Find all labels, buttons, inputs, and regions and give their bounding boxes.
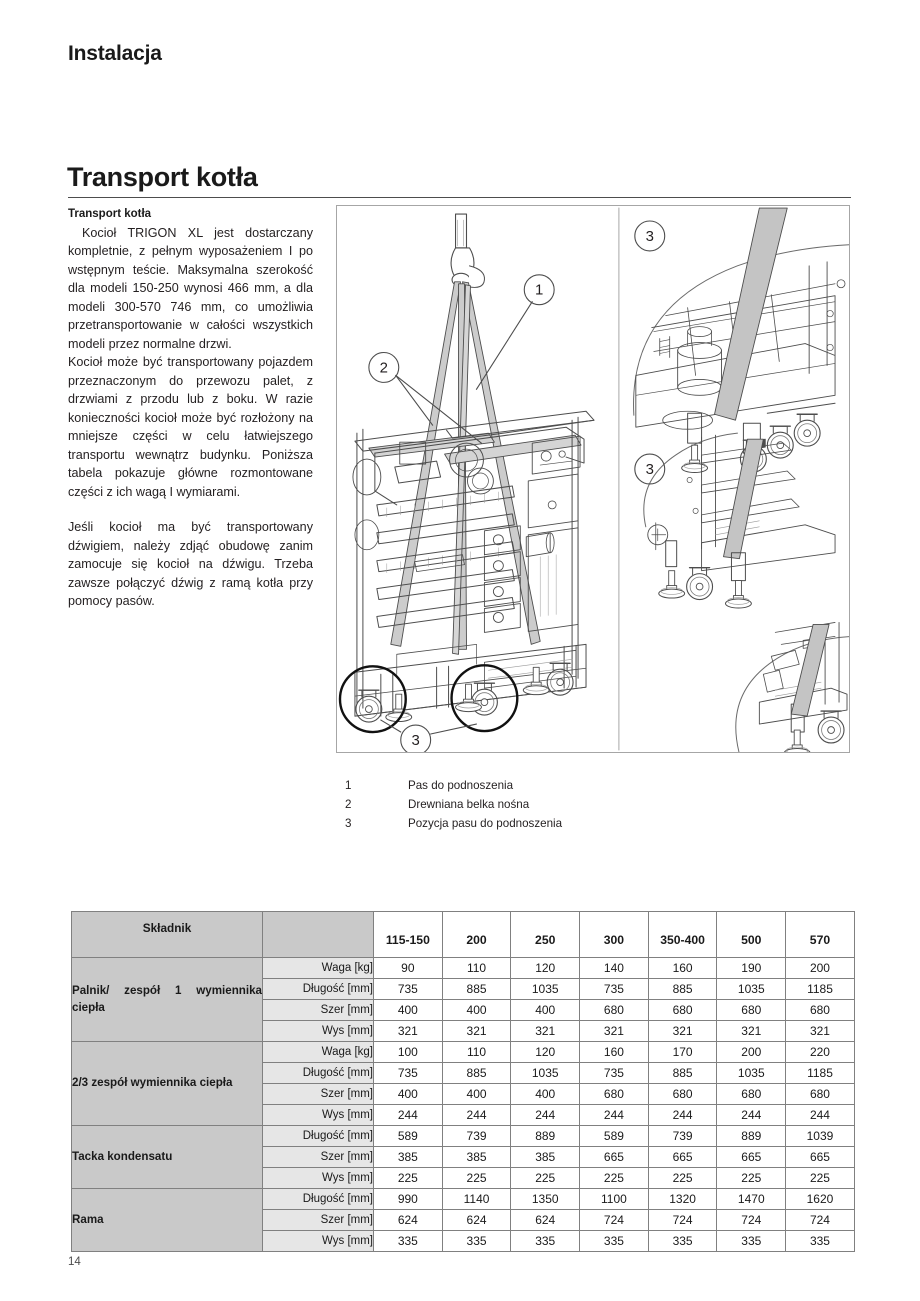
dimension-value-cell: 589 xyxy=(580,1126,649,1147)
dimension-value-cell: 1039 xyxy=(786,1126,855,1147)
detail-view-middle xyxy=(635,433,835,608)
dimension-value-cell: 244 xyxy=(511,1105,580,1126)
dimension-value-cell: 680 xyxy=(580,1084,649,1105)
lead-heading: Transport kotła xyxy=(68,208,152,220)
dimension-value-cell: 889 xyxy=(717,1126,786,1147)
dimension-label-cell: Długość [mm] xyxy=(263,1126,374,1147)
dimension-value-cell: 665 xyxy=(786,1147,855,1168)
component-dimensions-table xyxy=(71,911,855,1252)
dimension-label-cell: Szer [mm] xyxy=(263,1084,374,1105)
dimension-value-cell: 400 xyxy=(442,1084,511,1105)
legend-number: 1 xyxy=(345,779,352,792)
main-boiler-view xyxy=(340,214,594,732)
component-name-cell: Rama xyxy=(72,1189,263,1252)
dimension-value-cell: 400 xyxy=(374,1084,443,1105)
dimension-value-cell: 244 xyxy=(374,1105,443,1126)
dimension-value-cell: 335 xyxy=(442,1231,511,1252)
dimension-value-cell: 225 xyxy=(717,1168,786,1189)
dimension-value-cell: 624 xyxy=(442,1210,511,1231)
dimension-value-cell: 1185 xyxy=(786,1063,855,1084)
dimension-value-cell: 244 xyxy=(786,1105,855,1126)
dimension-value-cell: 885 xyxy=(442,1063,511,1084)
table-row xyxy=(72,1189,855,1210)
component-name-cell: Palnik/ zespół 1 wymiennika ciepła xyxy=(72,958,263,1042)
table-row xyxy=(72,1126,855,1147)
callout-3-detail-b: 3 xyxy=(645,461,654,479)
table-header-model: 115-150 xyxy=(374,912,443,958)
dimension-label-cell: Wys [mm] xyxy=(263,1168,374,1189)
dimension-value-cell: 724 xyxy=(717,1210,786,1231)
dimension-value-cell: 200 xyxy=(786,958,855,979)
legend-label: Pozycja pasu do podnoszenia xyxy=(408,816,563,830)
dimension-value-cell: 385 xyxy=(442,1147,511,1168)
dimension-value-cell: 589 xyxy=(374,1126,443,1147)
dimension-value-cell: 100 xyxy=(374,1042,443,1063)
detail-view-bottom xyxy=(736,622,849,752)
dimension-value-cell: 665 xyxy=(648,1147,717,1168)
dimension-value-cell: 244 xyxy=(648,1105,717,1126)
table-row xyxy=(72,958,855,979)
dimension-value-cell: 1140 xyxy=(442,1189,511,1210)
dimension-value-cell: 885 xyxy=(648,979,717,1000)
table-header-model: 570 xyxy=(786,912,855,958)
dimension-value-cell: 1035 xyxy=(717,1063,786,1084)
dimension-value-cell: 990 xyxy=(374,1189,443,1210)
dimension-value-cell: 680 xyxy=(648,1000,717,1021)
table-header-row xyxy=(72,912,855,958)
paragraph-2: Kocioł może być transportowany pojazdem przeznaczonym do przewozu palet, z drzwiami z przodu lub z boku. W razie konieczności kocioł może być rozłożony na mniejsze części w celu łatwiejszego transportu wewnątrz budynku. Poniższa tabela pokazuje główne rozmontowane części z ich wagą I wymiarami. xyxy=(68,355,313,499)
dimension-label-cell: Długość [mm] xyxy=(263,979,374,1000)
dimension-value-cell: 110 xyxy=(442,1042,511,1063)
dimension-value-cell: 680 xyxy=(717,1084,786,1105)
dimension-value-cell: 321 xyxy=(442,1021,511,1042)
dimension-value-cell: 885 xyxy=(442,979,511,1000)
title-divider xyxy=(68,197,851,198)
dimension-value-cell: 321 xyxy=(648,1021,717,1042)
dimension-value-cell: 385 xyxy=(511,1147,580,1168)
dimension-value-cell: 335 xyxy=(374,1231,443,1252)
dimension-value-cell: 321 xyxy=(511,1021,580,1042)
dimension-value-cell: 885 xyxy=(648,1063,717,1084)
table-header-model: 300 xyxy=(580,912,649,958)
table-header-model: 250 xyxy=(511,912,580,958)
legend-item xyxy=(345,797,645,812)
callout-2: 2 xyxy=(379,359,388,377)
dimension-value-cell: 624 xyxy=(374,1210,443,1231)
paragraph-1: Kocioł TRIGON XL jest dostarczany kompletnie, z pełnym wyposażeniem I po wstępnym teście. Maksymalna szerokość dla modeli 150-250 wynosi 466 mm, a dla modeli 300-570 746 mm, co umożliwia przetransportowanie w całości wszystkich modeli przez normalne drzwi. xyxy=(68,225,313,351)
dimension-value-cell: 739 xyxy=(648,1126,717,1147)
dimension-value-cell: 220 xyxy=(786,1042,855,1063)
dimension-value-cell: 680 xyxy=(580,1000,649,1021)
dimension-value-cell: 1350 xyxy=(511,1189,580,1210)
dimension-value-cell: 735 xyxy=(580,979,649,1000)
dimension-value-cell: 110 xyxy=(442,958,511,979)
dimension-value-cell: 724 xyxy=(786,1210,855,1231)
dimension-value-cell: 889 xyxy=(511,1126,580,1147)
dimension-value-cell: 1320 xyxy=(648,1189,717,1210)
callout-3-main: 3 xyxy=(411,731,420,749)
dimension-value-cell: 665 xyxy=(580,1147,649,1168)
transport-illustration xyxy=(336,205,850,753)
table-header-dimension xyxy=(263,912,374,958)
legend-label: Pas do podnoszenia xyxy=(408,779,514,792)
dimension-value-cell: 335 xyxy=(786,1231,855,1252)
table-header-model: 500 xyxy=(717,912,786,958)
dimension-value-cell: 724 xyxy=(648,1210,717,1231)
dimension-value-cell: 739 xyxy=(442,1126,511,1147)
dimension-label-cell: Waga [kg] xyxy=(263,1042,374,1063)
dimension-value-cell: 244 xyxy=(442,1105,511,1126)
legend-item xyxy=(345,816,645,831)
dimension-value-cell: 724 xyxy=(580,1210,649,1231)
dimension-value-cell: 321 xyxy=(786,1021,855,1042)
legend-number: 2 xyxy=(345,797,352,811)
dimension-value-cell: 680 xyxy=(717,1000,786,1021)
dimension-value-cell: 400 xyxy=(511,1000,580,1021)
dimension-value-cell: 244 xyxy=(580,1105,649,1126)
dimension-value-cell: 90 xyxy=(374,958,443,979)
callout-3-detail-a: 3 xyxy=(645,227,654,245)
dimension-value-cell: 400 xyxy=(374,1000,443,1021)
dimension-value-cell: 1185 xyxy=(786,979,855,1000)
dimension-value-cell: 225 xyxy=(442,1168,511,1189)
legend-item xyxy=(345,778,645,793)
table-row xyxy=(72,1042,855,1063)
dimension-value-cell: 680 xyxy=(648,1084,717,1105)
paragraph-3: Jeśli kocioł ma być transportowany dźwigiem, należy zdjąć obudowę zanim zamocuje się kocioł na dźwigu. Trzeba zawsze połączyć dźwig z ramą kotła przy pomocy pasów. xyxy=(68,520,313,609)
body-text-column xyxy=(68,206,313,611)
dimension-value-cell: 170 xyxy=(648,1042,717,1063)
dimension-value-cell: 624 xyxy=(511,1210,580,1231)
dimension-value-cell: 665 xyxy=(717,1147,786,1168)
dimension-value-cell: 120 xyxy=(511,958,580,979)
dimension-value-cell: 1035 xyxy=(511,979,580,1000)
figure-legend xyxy=(345,778,645,834)
dimension-value-cell: 321 xyxy=(580,1021,649,1042)
component-name-cell: 2/3 zespół wymiennika ciepła xyxy=(72,1042,263,1126)
page-number: 14 xyxy=(68,1256,81,1268)
dimension-value-cell: 225 xyxy=(786,1168,855,1189)
dimension-label-cell: Wys [mm] xyxy=(263,1231,374,1252)
dimension-value-cell: 225 xyxy=(580,1168,649,1189)
dimension-value-cell: 140 xyxy=(580,958,649,979)
dimension-value-cell: 335 xyxy=(717,1231,786,1252)
dimension-value-cell: 160 xyxy=(648,958,717,979)
dimension-value-cell: 1470 xyxy=(717,1189,786,1210)
legend-label: Drewniana belka nośna xyxy=(408,797,530,811)
dimension-value-cell: 1035 xyxy=(511,1063,580,1084)
dimension-value-cell: 225 xyxy=(511,1168,580,1189)
component-name-cell: Tacka kondensatu xyxy=(72,1126,263,1189)
dimension-label-cell: Wys [mm] xyxy=(263,1021,374,1042)
dimension-value-cell: 400 xyxy=(442,1000,511,1021)
dimension-label-cell: Długość [mm] xyxy=(263,1063,374,1084)
dimension-value-cell: 244 xyxy=(717,1105,786,1126)
dimension-value-cell: 200 xyxy=(717,1042,786,1063)
dimension-label-cell: Waga [kg] xyxy=(263,958,374,979)
dimension-label-cell: Szer [mm] xyxy=(263,1210,374,1231)
callout-1: 1 xyxy=(535,281,544,299)
dimension-label-cell: Szer [mm] xyxy=(263,1147,374,1168)
dimension-value-cell: 385 xyxy=(374,1147,443,1168)
dimension-value-cell: 225 xyxy=(374,1168,443,1189)
dimension-value-cell: 1620 xyxy=(786,1189,855,1210)
dimension-value-cell: 680 xyxy=(786,1084,855,1105)
legend-number: 3 xyxy=(345,816,352,830)
chapter-title: Instalacja xyxy=(68,42,162,65)
dimension-value-cell: 190 xyxy=(717,958,786,979)
table-header-model: 200 xyxy=(442,912,511,958)
table-header-component: Składnik xyxy=(72,912,263,958)
dimension-value-cell: 735 xyxy=(374,1063,443,1084)
dimension-value-cell: 680 xyxy=(786,1000,855,1021)
dimension-value-cell: 335 xyxy=(648,1231,717,1252)
table-header-model: 350-400 xyxy=(648,912,717,958)
dimension-value-cell: 225 xyxy=(648,1168,717,1189)
dimension-value-cell: 321 xyxy=(717,1021,786,1042)
dimension-value-cell: 335 xyxy=(511,1231,580,1252)
dimension-value-cell: 735 xyxy=(374,979,443,1000)
page-title: Transport kotła xyxy=(67,162,258,192)
dimension-label-cell: Długość [mm] xyxy=(263,1189,374,1210)
dimension-value-cell: 735 xyxy=(580,1063,649,1084)
dimension-label-cell: Szer [mm] xyxy=(263,1000,374,1021)
dimension-value-cell: 120 xyxy=(511,1042,580,1063)
detail-view-top xyxy=(634,208,849,472)
dimension-label-cell: Wys [mm] xyxy=(263,1105,374,1126)
dimension-value-cell: 160 xyxy=(580,1042,649,1063)
dimension-value-cell: 1100 xyxy=(580,1189,649,1210)
dimension-value-cell: 335 xyxy=(580,1231,649,1252)
dimension-value-cell: 1035 xyxy=(717,979,786,1000)
dimension-value-cell: 321 xyxy=(374,1021,443,1042)
dimension-value-cell: 400 xyxy=(511,1084,580,1105)
